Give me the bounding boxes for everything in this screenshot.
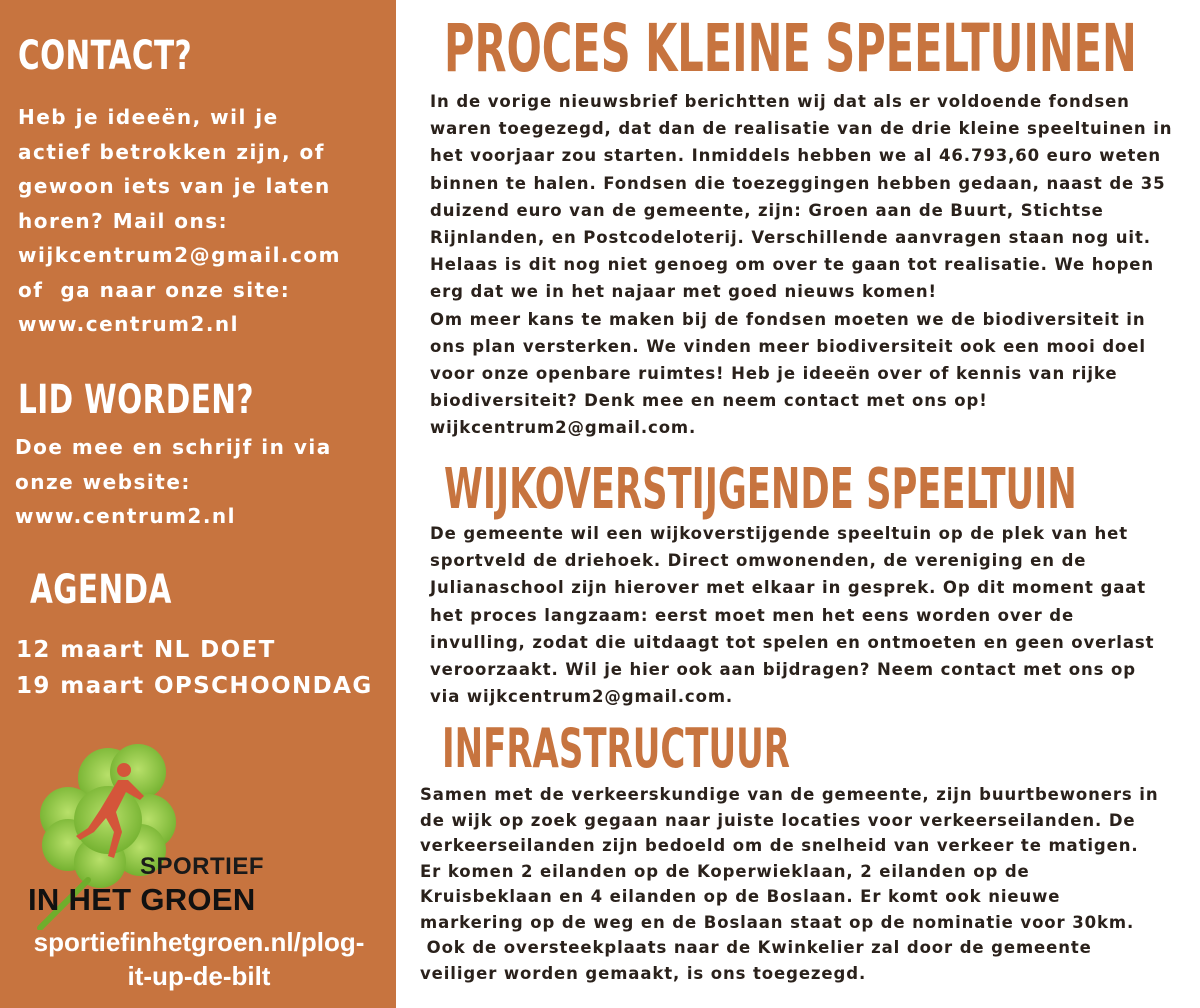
- heading-wijkoverstijgende-speeltuin: WIJKOVERSTIJGENDE SPEELTUIN: [444, 457, 1077, 522]
- body-line: erg dat we in het najaar met goed nieuws komen!: [430, 282, 937, 302]
- body-line: ons plan versterken. We vinden meer biodiversiteit ook een mooi doel: [430, 336, 1146, 356]
- body-line: veiliger worden gemaakt, is ons toegezegd.: [420, 963, 867, 983]
- body-line: het voorjaar zou starten. Inmiddels hebben we al 46.793,60 euro weten: [430, 146, 1162, 166]
- body-line: voor onze openbare ruimtes! Heb je ideeën over of kennis van rijke: [430, 364, 1118, 384]
- body-line: In de vorige nieuwsbrief berichtten wij dat als er voldoende fondsen: [430, 92, 1130, 111]
- link-line[interactable]: sportiefinhetgroen.nl/plog-: [33, 927, 365, 957]
- contact-heading: CONTACT?: [18, 33, 193, 79]
- body-line: binnen te halen. Fondsen die toezeggingen hebben gedaan, naast de 35: [430, 173, 1166, 193]
- contact-text: [18, 100, 341, 342]
- body-line: biodiversiteit? Denk mee en neem contact met ons op!: [430, 391, 988, 411]
- body-line: invulling, zodat die uitdaagt tot spelen en ontmoeten en geen overlast: [430, 632, 1155, 652]
- body-line: Rijnlanden, en Postcodeloterij. Verschillende aanvragen staan nog uit.: [430, 228, 1151, 248]
- contact-line: actief betrokken zijn, of: [18, 139, 325, 164]
- body-line: De gemeente wil een wijkoverstijgende speeltuin op de plek van het: [430, 524, 1129, 543]
- section3-body: [420, 782, 1158, 986]
- body-line: verkeerseilanden zijn bedoeld om de snelheid van verkeer te matigen.: [420, 836, 1139, 855]
- body-line: Om meer kans te maken bij de fondsen moeten we de biodiversiteit in: [430, 309, 1146, 329]
- agenda-heading: AGENDA: [30, 567, 172, 613]
- main-content: [396, 0, 1200, 1008]
- body-line: Julianaschool zijn hierover met elkaar in gesprek. Op dit moment gaat: [430, 578, 1147, 598]
- contact-email-link[interactable]: wijkcentrum2@gmail.com: [18, 243, 341, 267]
- body-line: markering op de weg en de Boslaan staat op de nominatie voor 30km.: [420, 912, 1135, 932]
- agenda-list: [16, 632, 373, 704]
- agenda-item: 19 maart OPSCHOONDAG: [16, 673, 373, 699]
- lid-line: onze website:: [15, 469, 191, 494]
- lid-website-link[interactable]: www.centrum2.nl: [15, 504, 237, 528]
- logo-text-sportief: SPORTIEF: [140, 853, 265, 880]
- contact-line: Heb je ideeën, wil je: [18, 105, 279, 129]
- body-line: waren toegezegd, dat dan de realisatie van de drie kleine speeltuinen in: [430, 119, 1173, 139]
- logo-text-in-het-groen: IN HET GROEN: [28, 882, 256, 917]
- sportief-website-link[interactable]: [14, 925, 384, 993]
- body-line: de wijk op zoek gegaan naar juiste locaties voor verkeerseilanden. De: [420, 810, 1136, 830]
- sidebar: [0, 0, 396, 1008]
- section1-body: [430, 88, 1172, 442]
- heading-proces-kleine-speeltuinen: PROCES KLEINE SPEELTUINEN: [444, 10, 1137, 87]
- lid-worden-text: [15, 430, 332, 534]
- body-line: veroorzaakt. Wil je hier ook aan bijdragen? Neem contact met ons op: [430, 660, 1136, 680]
- body-line: duizend euro van de gemeente, zijn: Groen aan de Buurt, Stichtse: [430, 200, 1104, 220]
- body-line: Er komen 2 eilanden op de Koperwieklaan, 2 eilanden op de: [420, 861, 1030, 881]
- section2-body: [430, 520, 1154, 710]
- body-line: sportveld de driehoek. Direct omwonenden, de vereniging en de: [430, 551, 1087, 571]
- lid-line: Doe mee en schrijf in via: [15, 435, 332, 459]
- body-line: Kruisbeklaan en 4 eilanden op de Boslaan. Er komt ook nieuwe: [420, 887, 1061, 906]
- contact-line: of ga naar onze site:: [18, 277, 291, 302]
- heading-infrastructuur: INFRASTRUCTUUR: [442, 717, 790, 780]
- contact-line: gewoon iets van je laten: [18, 174, 331, 198]
- body-line: Helaas is dit nog niet genoeg om over te gaan tot realisatie. We hopen: [430, 255, 1155, 275]
- link-line[interactable]: it-up-de-bilt: [127, 961, 271, 991]
- agenda-item: 12 maart NL DOET: [16, 637, 276, 663]
- body-line: Ook de oversteekplaats naar de Kwinkelier zal door de gemeente: [420, 938, 1092, 957]
- contact-line: horen? Mail ons:: [18, 208, 229, 233]
- contact-website-link[interactable]: www.centrum2.nl: [18, 312, 240, 336]
- email-link[interactable]: via wijkcentrum2@gmail.com.: [430, 687, 734, 707]
- email-link[interactable]: wijkcentrum2@gmail.com.: [430, 418, 697, 438]
- lid-worden-heading: LID WORDEN?: [18, 377, 254, 423]
- body-line: het proces langzaam: eerst moet men het eens worden over de: [430, 605, 1075, 625]
- body-line: Samen met de verkeerskundige van de gemeente, zijn buurtbewoners in: [420, 785, 1159, 804]
